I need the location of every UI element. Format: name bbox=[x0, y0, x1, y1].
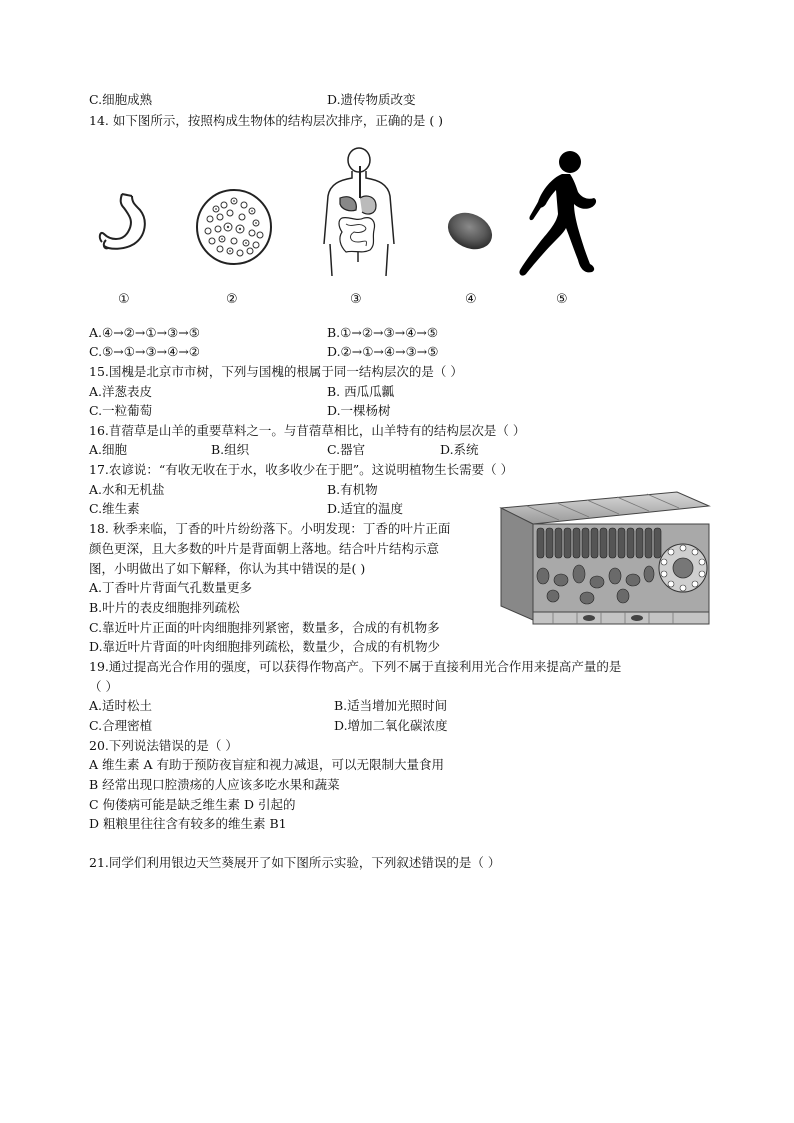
q18-option-d: D.靠近叶片背面的叶肉细胞排列疏松，数量少，合成的有机物少 bbox=[89, 639, 441, 654]
q15-option-d: D.一棵杨树 bbox=[327, 403, 391, 418]
q19-stem-line1: 19.通过提高光合作用的强度，可以获得作物高产。下列不属于直接利用光合作用来提高产量的是 bbox=[89, 659, 622, 674]
q15-option-c: C.一粒葡萄 bbox=[89, 403, 153, 418]
q18-option-c: C.靠近叶片正面的叶肉细胞排列紧密，数量多，合成的有机物多 bbox=[89, 620, 440, 635]
q20-option-d: D 粗粮里往往含有较多的维生素 B1 bbox=[89, 816, 287, 831]
q18-option-a: A.丁香叶片背面气孔数量更多 bbox=[89, 580, 253, 595]
q17-option-a: A.水和无机盐 bbox=[89, 482, 165, 497]
q18-stem-line1: 18. 秋季来临，丁香的叶片纷纷落下。小明发现：丁香的叶片正面 bbox=[89, 521, 451, 536]
running-person-figure bbox=[512, 150, 602, 292]
q17-option-b: B.有机物 bbox=[327, 482, 378, 497]
q18-stem-line3: 图，小明做出了如下解释，你认为其中错误的是( ) bbox=[89, 561, 366, 576]
figure-label-4: ④ bbox=[465, 292, 477, 307]
q17-option-d: D.适宜的温度 bbox=[327, 501, 404, 516]
q20-option-c: C 佝偻病可能是缺乏维生素 D 引起的 bbox=[89, 797, 296, 812]
q16-option-c: C.器官 bbox=[327, 442, 366, 457]
q15-option-a: A.洋葱表皮 bbox=[89, 384, 153, 399]
q16-option-d: D.系统 bbox=[440, 442, 479, 457]
q20-stem: 20.下列说法错误的是（ ） bbox=[89, 738, 238, 753]
figure-label-2: ② bbox=[226, 292, 238, 307]
q14-option-c: C.⑤→①→③→④→② bbox=[89, 344, 201, 359]
q19-option-d: D.增加二氧化碳浓度 bbox=[334, 718, 448, 733]
q14-option-d: D.②→①→④→③→⑤ bbox=[327, 344, 439, 359]
q16-stem: 16.苜蓿草是山羊的重要草料之一。与苜蓿草相比，山羊特有的结构层次是（ ） bbox=[89, 423, 526, 438]
q15-stem: 15.国槐是北京市市树，下列与国槐的根属于同一结构层次的是（ ） bbox=[89, 364, 463, 379]
q14-stem: 14. 如下图所示，按照构成生物体的结构层次排序，正确的是 ( ) bbox=[89, 113, 444, 128]
figure-label-3: ③ bbox=[350, 292, 362, 307]
q14-option-b: B.①→②→③→④→⑤ bbox=[327, 325, 439, 340]
q21-stem: 21.同学们利用银边天竺葵展开了如下图所示实验，下列叙述错误的是（ ） bbox=[89, 855, 501, 870]
q18-stem-line2: 颜色更深，且大多数的叶片是背面朝上落地。结合叶片结构示意 bbox=[89, 541, 440, 556]
q20-option-b: B 经常出现口腔溃疡的人应该多吃水果和蔬菜 bbox=[89, 777, 340, 792]
q19-option-b: B.适当增加光照时间 bbox=[334, 698, 448, 713]
figure-label-5: ⑤ bbox=[556, 292, 568, 307]
leaf-structure-figure bbox=[497, 488, 713, 638]
q13-option-d: D.遗传物质改变 bbox=[327, 92, 416, 107]
q19-option-c: C.合理密植 bbox=[89, 718, 153, 733]
q19-option-a: A.适时松土 bbox=[89, 698, 153, 713]
figure-label-1: ① bbox=[118, 292, 130, 307]
red-blood-cell-figure bbox=[444, 210, 496, 252]
q16-option-a: A.细胞 bbox=[89, 442, 128, 457]
q17-stem: 17.农谚说：“有收无收在于水，收多收少在于肥”。这说明植物生长需要（ ） bbox=[89, 462, 514, 477]
q17-option-c: C.维生素 bbox=[89, 501, 140, 516]
q19-stem-line2: （ ） bbox=[89, 679, 118, 694]
q13-option-c: C.细胞成熟 bbox=[89, 92, 153, 107]
q18-option-b: B.叶片的表皮细胞排列疏松 bbox=[89, 600, 240, 615]
stomach-figure bbox=[94, 190, 164, 260]
q15-option-b: B. 西瓜瓜瓤 bbox=[327, 384, 395, 399]
q20-option-a: A 维生素 A 有助于预防夜盲症和视力减退，可以无限制大量食用 bbox=[89, 757, 444, 772]
digestive-system-figure bbox=[320, 146, 398, 278]
tissue-figure bbox=[194, 187, 274, 267]
q14-option-a: A.④→②→①→③→⑤ bbox=[89, 325, 200, 340]
q16-option-b: B.组织 bbox=[211, 442, 250, 457]
